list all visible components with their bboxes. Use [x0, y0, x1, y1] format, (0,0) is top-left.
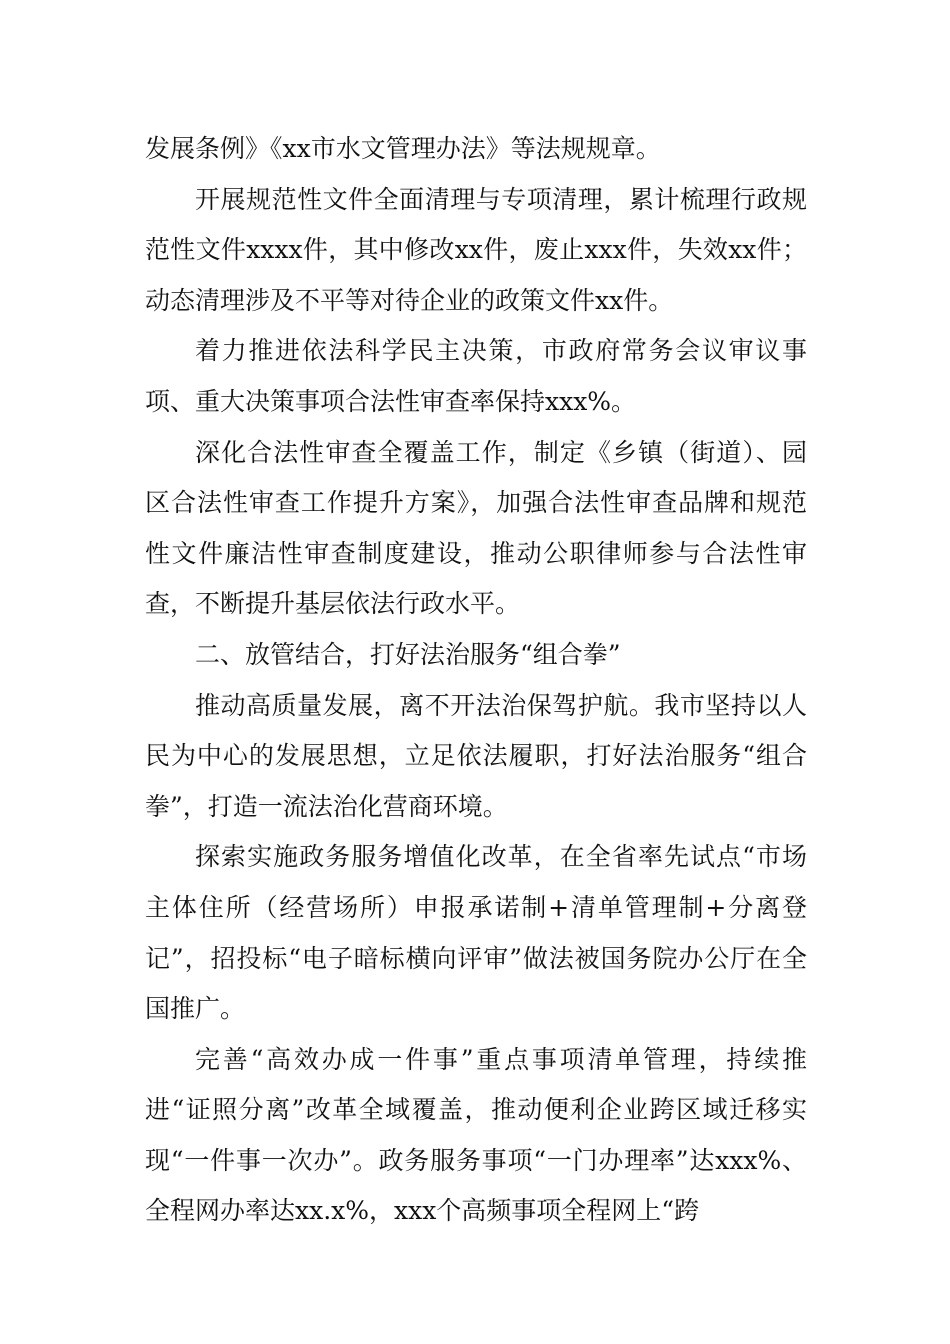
paragraph-high-quality-development: 推动高质量发展，离不开法治保驾护航。我市坚持以人民为中心的发展思想，立足依法履职，打好法治服务“组合拳”，打造一流法治化营商环境。	[145, 690, 807, 821]
paragraph-one-thing-reform: 完善“高效办成一件事”重点事项清单管理，持续推进“证照分离”改革全域覆盖，推动便利企业跨区域迁移实现“一件事一次办”。政务服务事项“一门办理率”达xxx%、全程网办率达xx.x%，xxx个高频事项全程网上“跨	[145, 1044, 807, 1226]
paragraph-regulatory-cleanup: 开展规范性文件全面清理与专项清理，累计梳理行政规范性文件xxxx件，其中修改xx件，废止xxx件，失效xx件；动态清理涉及不平等对待企业的政策文件xx件。	[145, 184, 807, 315]
paragraph-decision-making: 着力推进依法科学民主决策，市政府常务会议审议事项、重大决策事项合法性审查率保持xxx%。	[145, 336, 807, 416]
paragraph-legality-review: 深化合法性审查全覆盖工作，制定《乡镇（街道）、园区合法性审查工作提升方案》，加强合法性审查品牌和规范性文件廉洁性审查制度建设，推动公职律师参与合法性审查，不断提升基层依法行政水平。	[145, 437, 807, 619]
document-body	[145, 124, 807, 1237]
paragraph-service-reform: 探索实施政务服务增值化改革，在全省率先试点“市场主体住所（经营场所）申报承诺制+清单管理制+分离登记”，招投标“电子暗标横向评审”做法被国务院办公厅在全国推广。	[145, 842, 807, 1024]
paragraph-continuation: 发展条例》《xx市水文管理办法》等法规规章。	[145, 134, 661, 163]
section-heading-two: 二、放管结合，打好法治服务“组合拳”	[195, 639, 621, 669]
